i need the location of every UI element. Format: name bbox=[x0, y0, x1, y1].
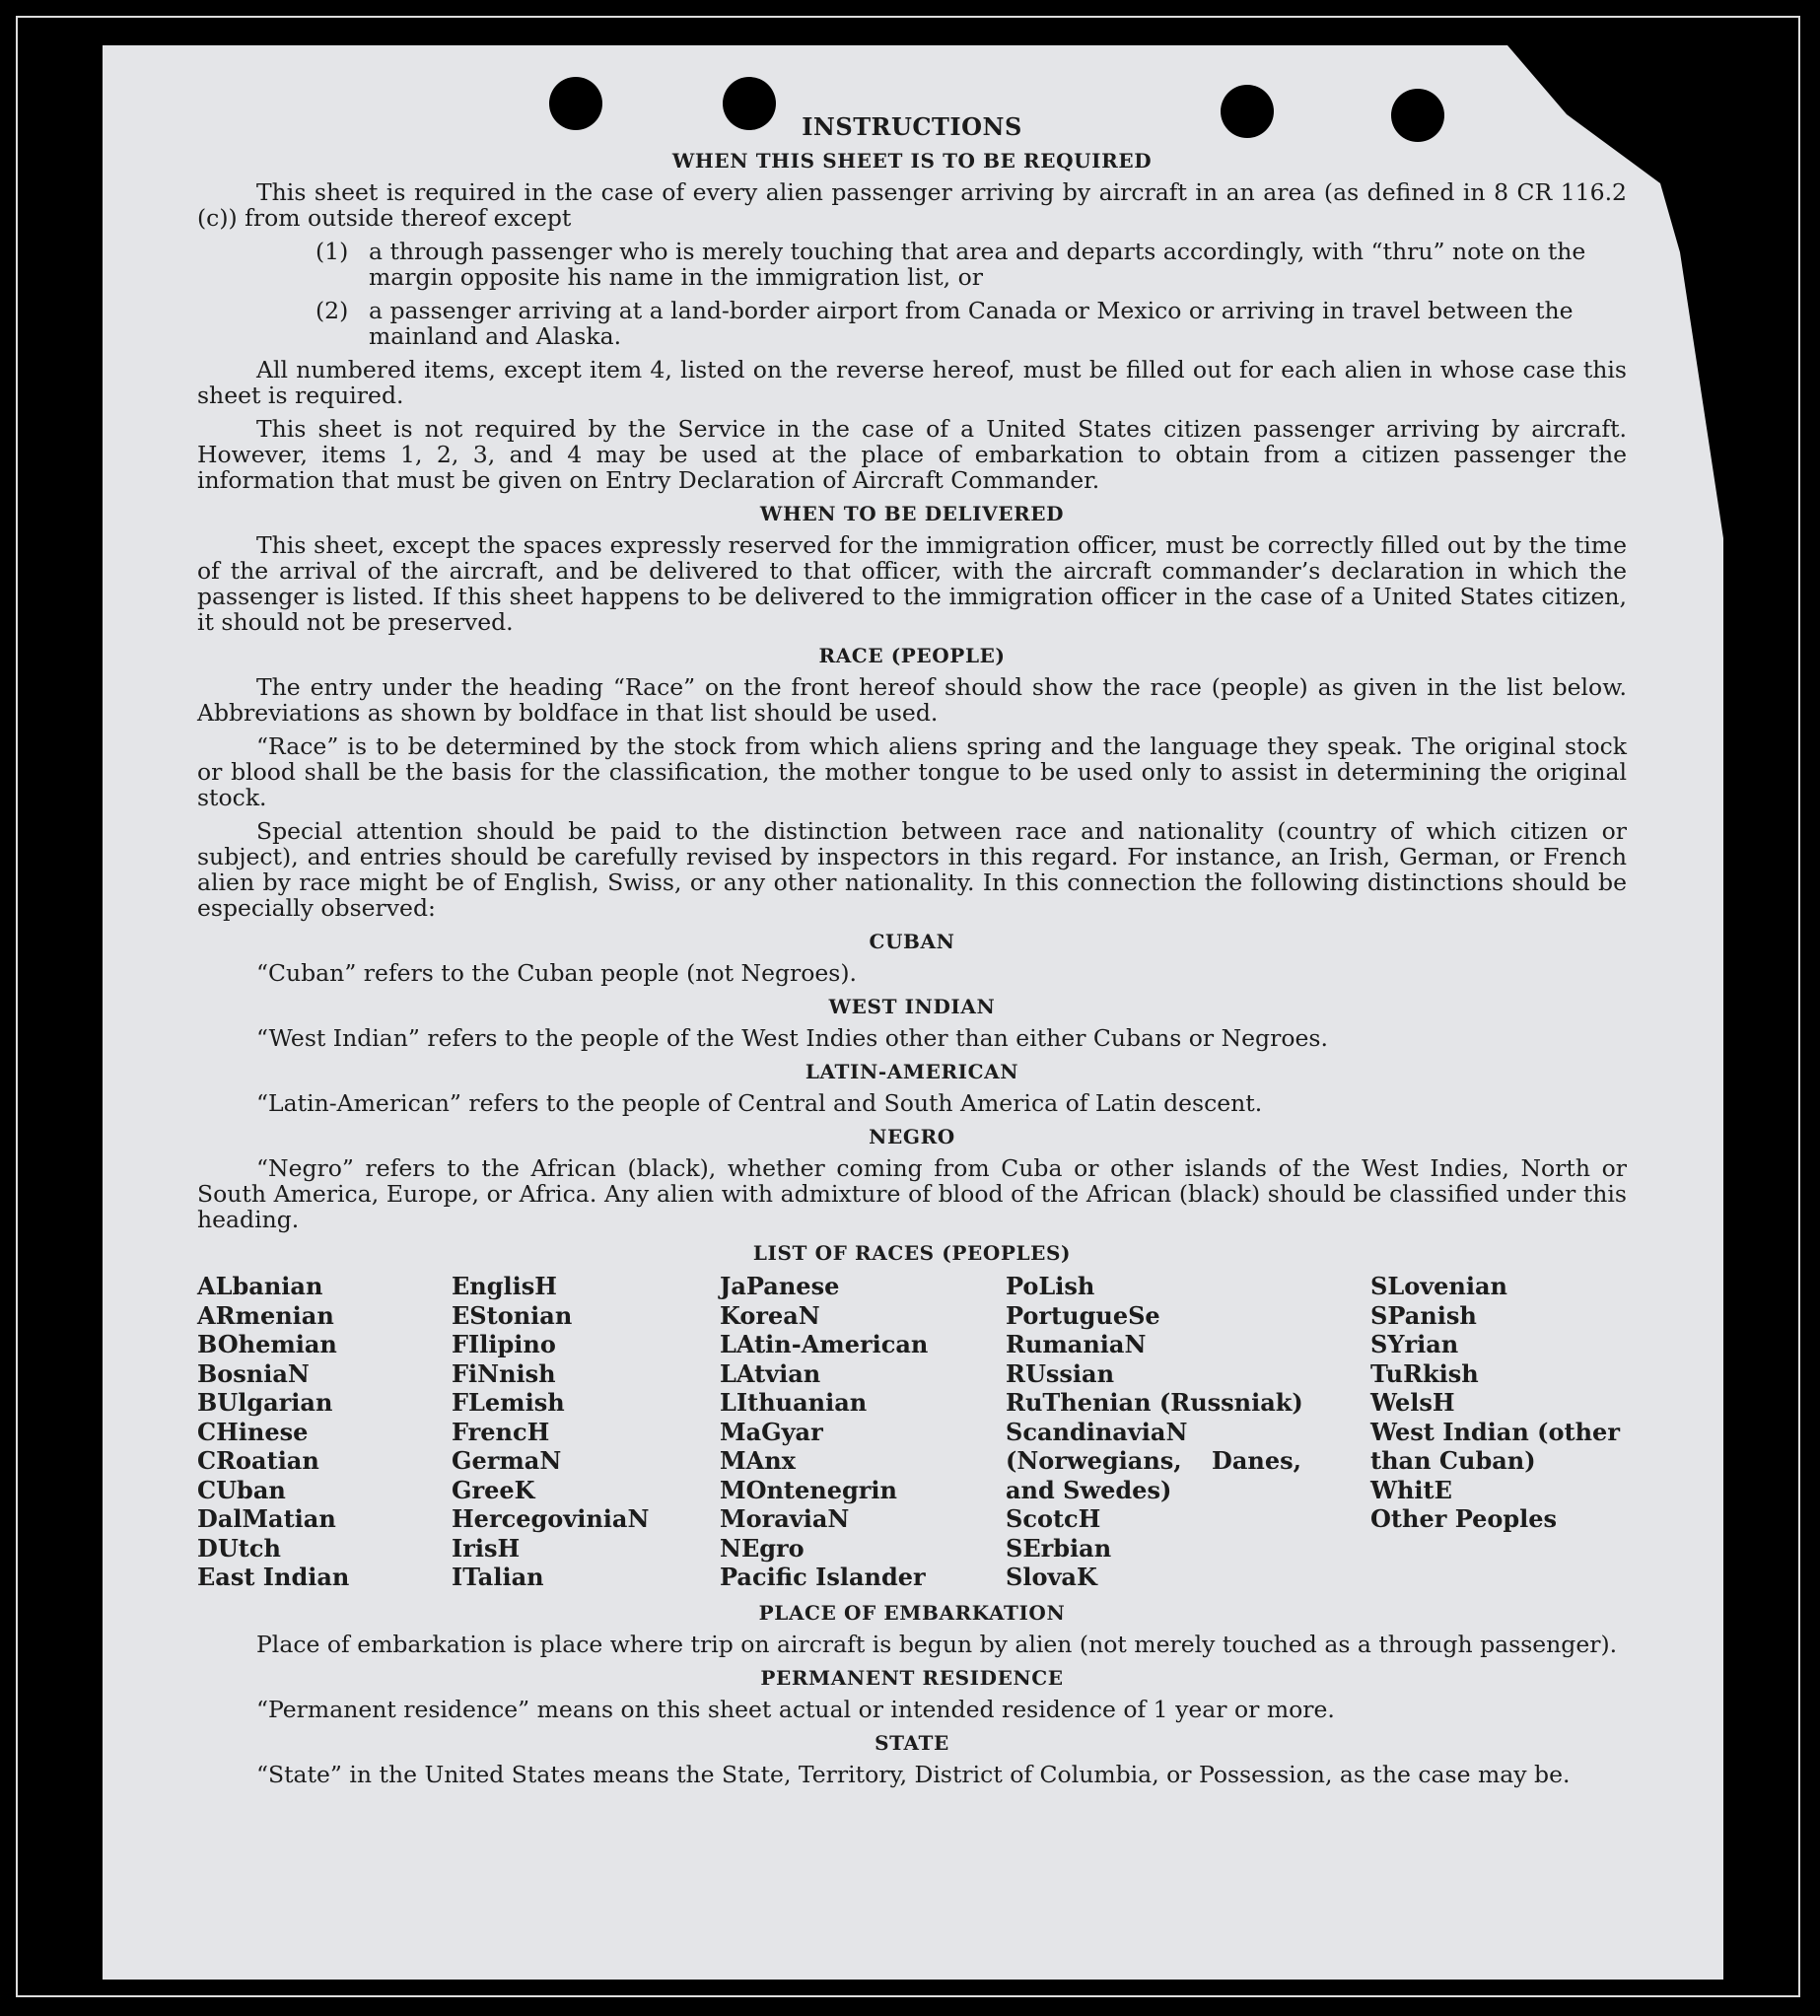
citizen-paragraph: This sheet is not required by the Service in the case of a United States citizen passenger arriving by aircraft. However, items 1, 2, 3, and 4 may be used at the place of embarkation to obtain from a citizen passenger the information that must be given on Entry Declaration of Aircraft Commander. bbox=[197, 415, 1627, 494]
numbered-items-paragraph: All numbered items, except item 4, listed on the reverse hereof, must be filled out for each alien in whose case this sheet is required. bbox=[197, 356, 1627, 409]
exception-item bbox=[197, 239, 1627, 290]
race-item: CHinese bbox=[197, 1417, 309, 1446]
race-item: PortugueSe bbox=[1006, 1300, 1160, 1330]
race-item: PoLish bbox=[1006, 1272, 1095, 1300]
race-item: Pacific Islander bbox=[720, 1563, 926, 1591]
race-item: SlovaK bbox=[1006, 1563, 1097, 1591]
negro-text: “Negro” refers to the African (black), whether coming from Cuba or other islands of the West Indies, North or South America, Europe, or Africa. Any alien with admixture of blood of the African (black) should be classified under this heading. bbox=[197, 1154, 1627, 1233]
state-text: “State” in the United States means the State, Territory, District of Columbia, or Possession, as the case may be. bbox=[256, 1760, 1571, 1788]
race-paragraph-1: The entry under the heading “Race” on the front hereof should show the race (people) as given in the list below. Abbreviations as shown by boldface in that list should be used. bbox=[197, 673, 1627, 727]
race-item: NEgro bbox=[720, 1533, 805, 1563]
race-item: DUtch bbox=[197, 1533, 281, 1563]
race-item: FIlipino bbox=[452, 1330, 556, 1358]
race-item: EnglisH bbox=[452, 1272, 557, 1300]
race-item: BUlgarian bbox=[197, 1388, 333, 1417]
race-item: FLemish bbox=[452, 1388, 565, 1417]
race-item: JaPanese bbox=[720, 1272, 840, 1300]
races-column-3 bbox=[720, 1272, 1006, 1592]
item-number: (2) bbox=[315, 297, 349, 324]
race-item: CRoatian bbox=[197, 1446, 319, 1475]
race-item: BosniaN bbox=[197, 1358, 310, 1388]
race-item: FiNnish bbox=[452, 1358, 556, 1388]
race-item: LAtin-American bbox=[720, 1330, 929, 1358]
race-item: MAnx bbox=[720, 1446, 796, 1475]
races-column-1 bbox=[197, 1272, 452, 1592]
race-item: BOhemian bbox=[197, 1330, 337, 1358]
heading-when-delivered: WHEN TO BE DELIVERED bbox=[759, 502, 1065, 525]
latin-american-text: “Latin-American” refers to the people of Central and South America of Latin descent. bbox=[256, 1089, 1263, 1117]
race-item: HercegoviniaN bbox=[452, 1504, 650, 1533]
race-item: MaGyar bbox=[720, 1417, 823, 1446]
race-item: Other Peoples bbox=[1370, 1504, 1558, 1533]
race-item: SYrian bbox=[1370, 1330, 1459, 1358]
when-required-intro: This sheet is required in the case of every alien passenger arriving by aircraft in an area (as defined in 8 CR 116.2 (c)) from outside thereof except bbox=[197, 178, 1627, 232]
race-item: ALbanian bbox=[197, 1272, 323, 1300]
races-column-4 bbox=[1006, 1272, 1370, 1592]
heading-latin-american: LATIN-AMERICAN bbox=[805, 1060, 1019, 1083]
race-item: SLovenian bbox=[1370, 1272, 1507, 1300]
race-item: LIthuanian bbox=[720, 1388, 868, 1417]
race-item: FrencH bbox=[452, 1417, 550, 1446]
race-item: ITalian bbox=[452, 1563, 544, 1591]
embarkation-text: Place of embarkation is place where trip on aircraft is begun by alien (not merely touched as a through passenger). bbox=[256, 1630, 1618, 1658]
race-item: LAtvian bbox=[720, 1358, 821, 1388]
races-column-2 bbox=[452, 1272, 720, 1592]
residence-text: “Permanent residence” means on this sheet actual or intended residence of 1 year or more. bbox=[256, 1695, 1335, 1723]
race-item: EStonian bbox=[452, 1300, 573, 1330]
heading-cuban: CUBAN bbox=[869, 930, 955, 953]
race-paragraph-3: Special attention should be paid to the distinction between race and nationality (country of which citizen or subject), and entries should be carefully revised by inspectors in this regard. For instance, an Irish, German, or French alien by race might be of English, Swiss, or any other nationality. In this connection the following distinctions should be especially observed: bbox=[197, 817, 1627, 922]
race-item: IrisH bbox=[452, 1533, 521, 1563]
heading-permanent-residence: PERMANENT RESIDENCE bbox=[760, 1665, 1064, 1690]
heading-west-indian: WEST INDIAN bbox=[828, 995, 996, 1018]
heading-list-of-races: LIST OF RACES (PEOPLES) bbox=[752, 1241, 1072, 1265]
race-item: WhitE bbox=[1370, 1475, 1452, 1504]
item-text: a through passenger who is merely touching that area and departs accordingly, with “thru” note on the margin opposite his name in the immigration list, or bbox=[369, 238, 1586, 291]
race-item: MoraviaN bbox=[720, 1504, 850, 1533]
race-item: DalMatian bbox=[197, 1504, 336, 1533]
heading-when-required: WHEN THIS SHEET IS TO BE REQUIRED bbox=[671, 149, 1153, 173]
race-item: MOntenegrin bbox=[720, 1475, 897, 1504]
heading-race: RACE (PEOPLE) bbox=[818, 644, 1006, 667]
heading-state: STATE bbox=[875, 1730, 949, 1755]
west-indian-text: “West Indian” refers to the people of the West Indies other than either Cubans or Negroes. bbox=[256, 1024, 1328, 1052]
item-text: a passenger arriving at a land-border airport from Canada or Mexico or arriving in travel between the mainland and Alaska. bbox=[369, 297, 1574, 350]
race-item: SPanish bbox=[1370, 1300, 1477, 1330]
race-item: WelsH bbox=[1370, 1388, 1455, 1417]
race-item: RuThenian (Russniak) bbox=[1006, 1388, 1303, 1417]
race-item: West Indian (other than Cuban) bbox=[1370, 1417, 1620, 1475]
race-item: GreeK bbox=[452, 1475, 535, 1504]
when-delivered-text: This sheet, except the spaces expressly reserved for the immigration officer, must be correctly filled out by the time of the arrival of the aircraft, and be delivered to that officer, with the aircraft commander’s declaration in which the passenger is listed. If this sheet happens to be delivered to the immigration officer in the case of a United States citizen, it should not be preserved. bbox=[197, 531, 1627, 636]
race-item: East Indian bbox=[197, 1563, 350, 1591]
cuban-text: “Cuban” refers to the Cuban people (not Negroes). bbox=[256, 959, 858, 987]
race-item: ScotcH bbox=[1006, 1504, 1101, 1533]
heading-negro: NEGRO bbox=[869, 1125, 955, 1148]
heading-embarkation: PLACE OF EMBARKATION bbox=[758, 1600, 1066, 1625]
races-column-5 bbox=[1370, 1272, 1625, 1592]
race-paragraph-2: “Race” is to be determined by the stock from which aliens spring and the language they speak. The original stock or blood shall be the basis for the classification, the mother tongue to be used only to assist in determining the original stock. bbox=[197, 732, 1627, 811]
race-item: SErbian bbox=[1006, 1533, 1112, 1563]
instructions-body bbox=[197, 114, 1627, 1795]
race-item: TuRkish bbox=[1370, 1358, 1479, 1388]
races-list bbox=[197, 1272, 1627, 1592]
race-item: GermaN bbox=[452, 1446, 562, 1475]
race-item: ScandinaviaN (Norwegians, Danes, and Swedes) bbox=[1006, 1417, 1301, 1504]
race-item: RUssian bbox=[1006, 1358, 1115, 1388]
page-title: INSTRUCTIONS bbox=[802, 112, 1022, 141]
race-item: CUban bbox=[197, 1475, 286, 1504]
race-item: RumaniaN bbox=[1006, 1330, 1147, 1358]
item-number: (1) bbox=[315, 238, 349, 265]
exception-item bbox=[197, 298, 1627, 349]
race-item: KoreaN bbox=[720, 1300, 820, 1330]
race-item: ARmenian bbox=[197, 1300, 334, 1330]
